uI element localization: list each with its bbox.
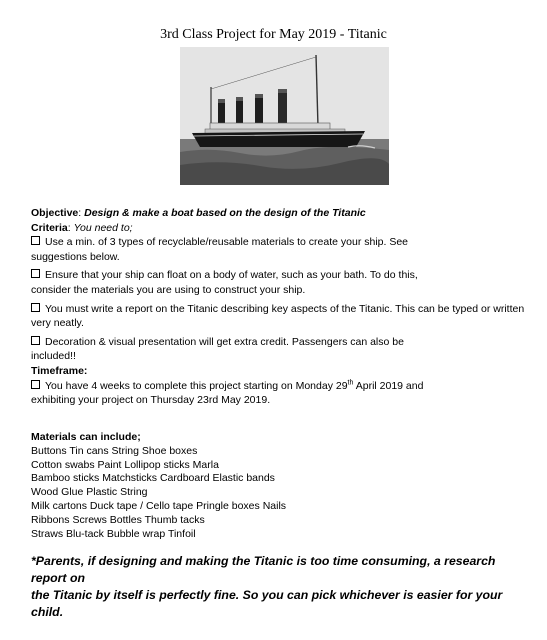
criteria-item-3 [31, 302, 531, 317]
criteria-item-1 [31, 235, 531, 250]
materials-line: Straws Blu-tack Bubble wrap Tinfoil [31, 527, 196, 540]
checkbox-icon [31, 336, 40, 345]
materials-line: Buttons Tin cans String Shoe boxes [31, 444, 198, 457]
criteria-item-2 [31, 268, 531, 283]
page-title: 3rd Class Project for May 2019 - Titanic [160, 27, 387, 42]
objective-line [31, 206, 531, 221]
timeframe-text-end: April 2019 and [353, 379, 424, 392]
criteria-item-1-cont: suggestions below. [31, 250, 120, 263]
titanic-photo [180, 47, 389, 185]
item-text: Use a min. of 3 types of recyclable/reusable materials to create your ship. See [45, 236, 409, 249]
criteria-item-4 [31, 335, 531, 350]
materials-line: Bamboo sticks Matchsticks Cardboard Elastic bands [31, 472, 275, 485]
objective-separator: : [78, 207, 85, 219]
ordinal-suffix: th [347, 379, 354, 387]
parents-note-line: *Parents, if designing and making the Titanic is too time consuming, a research report on [31, 554, 496, 585]
checkbox-icon [31, 269, 40, 278]
timeframe-item-cont: exhibiting your project on Thursday 23rd May 2019. [31, 394, 271, 407]
timeframe-label: Timeframe: [31, 364, 88, 377]
checkbox-icon [31, 303, 40, 312]
criteria-text: You need to; [73, 221, 133, 234]
item-text: Decoration & visual presentation will get extra credit. Passengers can also be [45, 335, 404, 348]
materials-line: Milk cartons Duck tape / Cello tape Pringle boxes Nails [31, 499, 287, 512]
materials-line: Ribbons Screws Bottles Thumb tacks [31, 513, 205, 526]
criteria-item-3-cont: very neatly. [31, 317, 84, 330]
titanic-ship-illustration [180, 47, 389, 185]
parents-note-line: the Titanic by itself is perfectly fine. So you can pick whichever is easier for your child. [31, 588, 503, 619]
criteria-label: Criteria [31, 221, 68, 234]
criteria-separator: : [67, 221, 74, 234]
criteria-item-4-cont: included!! [31, 350, 76, 363]
parents-note [31, 553, 531, 621]
materials-heading: Materials can include; [31, 431, 141, 443]
checkbox-icon [31, 380, 40, 389]
materials-list [31, 431, 286, 541]
criteria-item-2-cont: consider the materials you are using to construct your ship. [31, 283, 306, 296]
materials-line: Cotton swabs Paint Lollipop sticks Marla [31, 458, 219, 471]
timeframe-text: You have 4 weeks to complete this project starting on Monday 29 [45, 379, 348, 392]
checkbox-icon [31, 236, 40, 245]
objective-label: Objective [31, 207, 79, 219]
item-text: Ensure that your ship can float on a body of water, such as your bath. To do this, [45, 269, 418, 282]
project-details [31, 206, 531, 408]
timeframe-item [31, 379, 531, 394]
materials-line: Wood Glue Plastic String [31, 486, 148, 499]
item-text: You must write a report on the Titanic describing key aspects of the Titanic. This can be typed or written [45, 302, 525, 315]
objective-text: Design & make a boat based on the design of the Titanic [84, 207, 366, 219]
criteria-line [31, 221, 531, 236]
